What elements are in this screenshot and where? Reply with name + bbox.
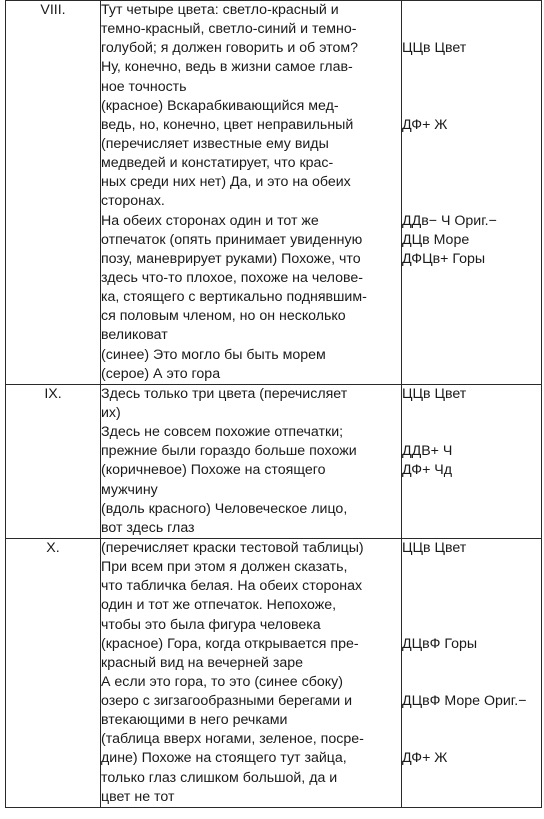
scoring-code-line <box>402 404 541 423</box>
response-text-line: медведей и констатирует, что крас- <box>101 155 334 172</box>
card-number: IX. <box>44 385 62 402</box>
response-text-line: ных среди них нет) Да, и это на обеих <box>101 174 351 191</box>
scoring-code-line <box>402 173 541 192</box>
response-text-line: На обеих сторонах один и тот же <box>101 212 319 229</box>
response-text-line: голубой; я должен говорить и об этом? <box>101 40 359 57</box>
response-text-line: отпечаток (опять принимает увиденную <box>101 231 363 248</box>
response-text-line: ное точность <box>101 78 187 95</box>
card-number: VIII. <box>40 2 66 18</box>
response-text-line: При всем при этом я должен сказать, <box>101 559 348 576</box>
scoring-code-line <box>402 346 541 365</box>
table-row <box>6 384 542 538</box>
scoring-code-line <box>402 788 541 807</box>
response-text-cell <box>101 1 402 385</box>
scoring-code-line <box>402 326 541 345</box>
response-text-line: позу, маневрирует руками) Похоже, что <box>101 250 361 267</box>
response-text-line: вот здесь глаз <box>101 519 195 536</box>
response-text-line: только глаз слишком большой, да и <box>101 769 338 786</box>
scoring-code-line <box>402 711 541 730</box>
protocol-table-body <box>6 1 542 808</box>
response-text-line: красный вид на вечерней заре <box>101 654 304 671</box>
scoring-code-line <box>402 154 541 173</box>
scoring-code-line <box>402 97 541 116</box>
response-text-line: Здесь только три цвета (перечисляет <box>101 385 348 402</box>
scoring-code-line <box>402 481 541 500</box>
scoring-code-line: ЦЦв Цвет <box>402 40 467 57</box>
scoring-code-line <box>402 307 541 326</box>
response-text-line: (красное) Гора, когда открывается пре- <box>101 635 359 652</box>
response-text-line: прежние были гораздо больше похожи <box>101 443 357 460</box>
scoring-code-line <box>402 596 541 615</box>
scoring-code-line: ДЦвФ Море Ориг.− <box>402 693 527 710</box>
scoring-code-line: ДФ+ Чд <box>402 462 453 479</box>
scoring-code-line <box>402 1 541 20</box>
response-text-line: (коричневое) Похоже на стоящего <box>101 462 326 479</box>
scoring-code-line <box>402 269 541 288</box>
response-text-line: Тут четыре цвета: светло-красный и <box>101 2 339 18</box>
scoring-code-line <box>402 654 541 673</box>
protocol-table <box>5 0 542 808</box>
response-text-line: здесь что-то плохое, похоже на челове- <box>101 269 363 286</box>
scoring-code-line: ДФ+ Ж <box>402 116 448 133</box>
scoring-code-line <box>402 616 541 635</box>
response-text-line: сторонах. <box>101 193 165 210</box>
response-text-line: (таблица вверх ногами, зеленое, посре- <box>101 731 364 748</box>
scoring-code-line <box>402 135 541 154</box>
table-row <box>6 1 542 385</box>
scoring-code-line <box>402 423 541 442</box>
scoring-code-line <box>402 769 541 788</box>
card-number-cell <box>6 1 101 385</box>
response-text-line: А если это гора, то это (синее сбоку) <box>101 673 343 690</box>
scoring-code-line <box>402 192 541 211</box>
response-text-line: чтобы это была фигура человека <box>101 616 321 633</box>
response-text-line: ся половым членом, но он несколько <box>101 308 346 325</box>
scoring-code-line <box>402 20 541 39</box>
response-text-line: темно-красный, светло-синий и темно- <box>101 21 357 38</box>
response-text-line: Ну, конечно, ведь в жизни самое глав- <box>101 59 353 76</box>
response-text-line: (серое) А это гора <box>101 365 221 382</box>
scoring-code-line <box>402 78 541 97</box>
response-text-line: (красное) Вскарабкивающийся мед- <box>101 97 339 114</box>
response-text-line: что табличка белая. На обеих сторонах <box>101 578 363 595</box>
card-number-cell <box>6 538 101 807</box>
response-text-line: (перечисляет известные ему виды <box>101 135 329 152</box>
response-text-line: великоват <box>101 327 168 344</box>
scoring-code-line: ДЦвФ Горы <box>402 635 478 652</box>
response-text-line: озеро с зигзагообразными берегами и <box>101 693 353 710</box>
response-text-cell <box>101 384 402 538</box>
scoring-code-line <box>402 730 541 749</box>
response-text-line: их) <box>101 404 121 421</box>
table-row <box>6 538 542 807</box>
scoring-code-line <box>402 288 541 307</box>
scoring-code-cell <box>402 538 542 807</box>
scoring-code-line: ДЦв Море <box>402 231 470 248</box>
scoring-code-cell <box>402 384 542 538</box>
scoring-code-line: ДФЦв+ Горы <box>402 250 486 267</box>
scoring-code-line <box>402 500 541 519</box>
scoring-code-line <box>402 577 541 596</box>
response-text-line: мужчину <box>101 481 158 498</box>
scoring-code-cell <box>402 1 542 385</box>
response-text-line: ка, стоящего с вертикально поднявшим- <box>101 289 367 306</box>
response-text-line: цвет не тот <box>101 788 175 805</box>
scoring-code-line: ДДв− Ч Ориг.− <box>402 212 497 229</box>
scoring-code-line <box>402 673 541 692</box>
scoring-code-line <box>402 58 541 77</box>
response-text-line: втекающими в него речками <box>101 712 288 729</box>
scoring-code-line: ЦЦв Цвет <box>402 385 467 402</box>
response-text-line: Здесь не совсем похожие отпечатки; <box>101 424 344 441</box>
response-text-line: ведь, но, конечно, цвет неправильный <box>101 116 354 133</box>
card-number-cell <box>6 384 101 538</box>
scoring-code-line <box>402 365 541 384</box>
response-text-line: (синее) Это могло бы быть морем <box>101 346 326 363</box>
scoring-code-line: ДДВ+ Ч <box>402 443 453 460</box>
scoring-code-line: ЦЦв Цвет <box>402 539 467 556</box>
response-text-line: дине) Похоже на стоящего тут зайца, <box>101 750 347 767</box>
scoring-code-line: ДФ+ Ж <box>402 750 448 767</box>
response-text-line: (перечисляет краски тестовой таблицы) <box>101 539 364 556</box>
scoring-code-line <box>402 558 541 577</box>
scoring-code-line <box>402 519 541 538</box>
card-number: X. <box>46 539 60 556</box>
response-text-line: (вдоль красного) Человеческое лицо, <box>101 500 348 517</box>
response-text-cell <box>101 538 402 807</box>
response-text-line: один и тот же отпечаток. Непохоже, <box>101 597 337 614</box>
